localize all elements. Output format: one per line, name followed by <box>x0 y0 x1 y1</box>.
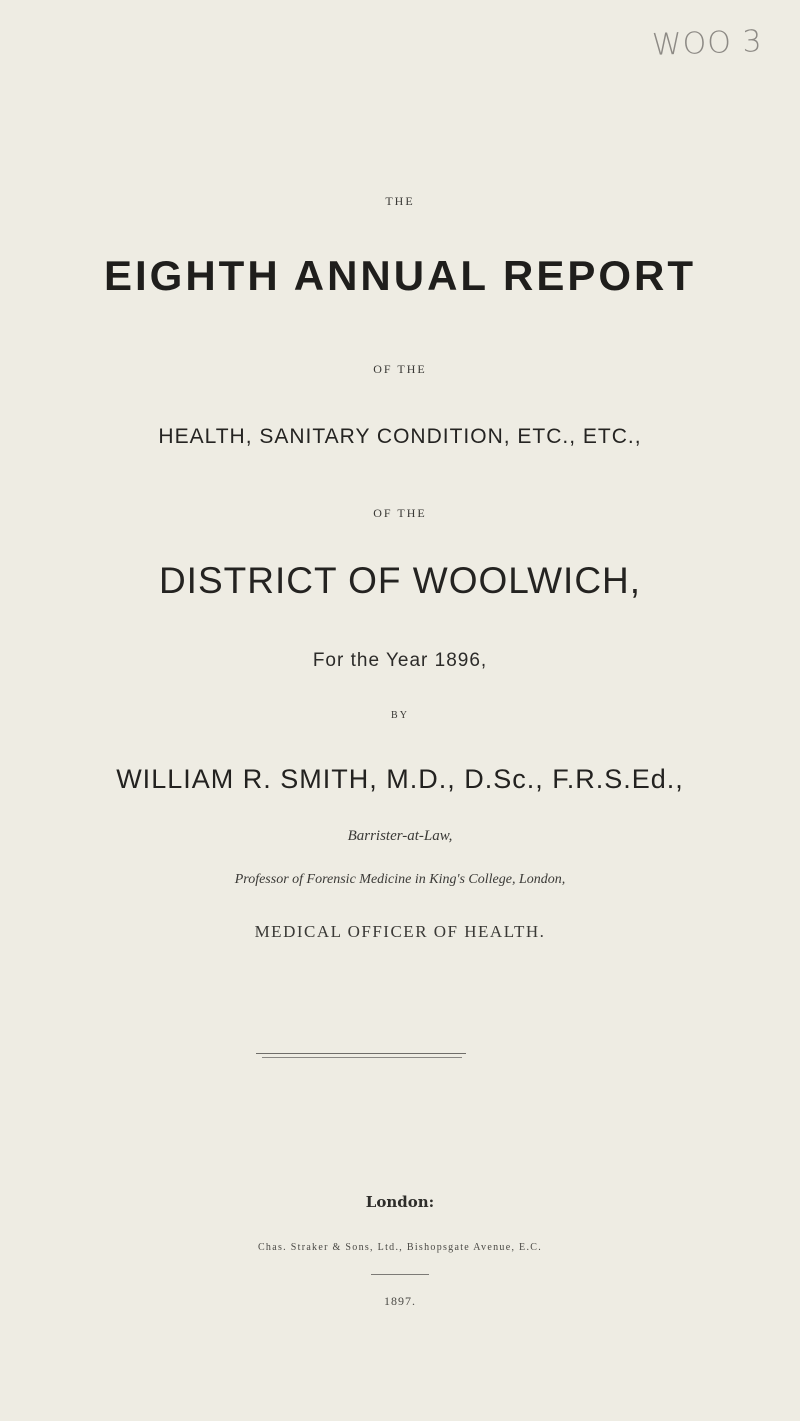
imprint-place: London: <box>365 1193 435 1211</box>
divider-rule-top <box>256 1053 466 1054</box>
of-the-label-2: OF THE <box>373 506 427 520</box>
author-name: WILLIAM R. SMITH, M.D., D.Sc., F.R.S.Ed., <box>116 764 684 794</box>
author-office: MEDICAL OFFICER OF HEALTH. <box>254 922 546 941</box>
report-title: EIGHTH ANNUAL REPORT <box>103 252 696 299</box>
report-subtitle: HEALTH, SANITARY CONDITION, ETC., ETC., <box>158 425 642 448</box>
by-label: BY <box>391 710 409 721</box>
district-heading: DISTRICT OF WOOLWICH, <box>158 560 642 601</box>
imprint-rule <box>371 1274 429 1275</box>
of-the-label-1: OF THE <box>373 362 427 376</box>
author-role-barrister: Barrister-at-Law, <box>347 828 453 844</box>
imprint-printer: Chas. Straker & Sons, Ltd., Bishopsgate Avenue, E.C. <box>257 1242 543 1253</box>
the-label: THE <box>385 194 415 208</box>
divider-rule-bottom <box>262 1057 462 1058</box>
archive-reference-mark: WOO 3 <box>651 24 764 63</box>
author-role-professor: Professor of Forensic Medicine in King's College, London, <box>234 872 566 887</box>
report-year: For the Year 1896, <box>312 650 488 671</box>
imprint-date: 1897. <box>384 1294 416 1308</box>
